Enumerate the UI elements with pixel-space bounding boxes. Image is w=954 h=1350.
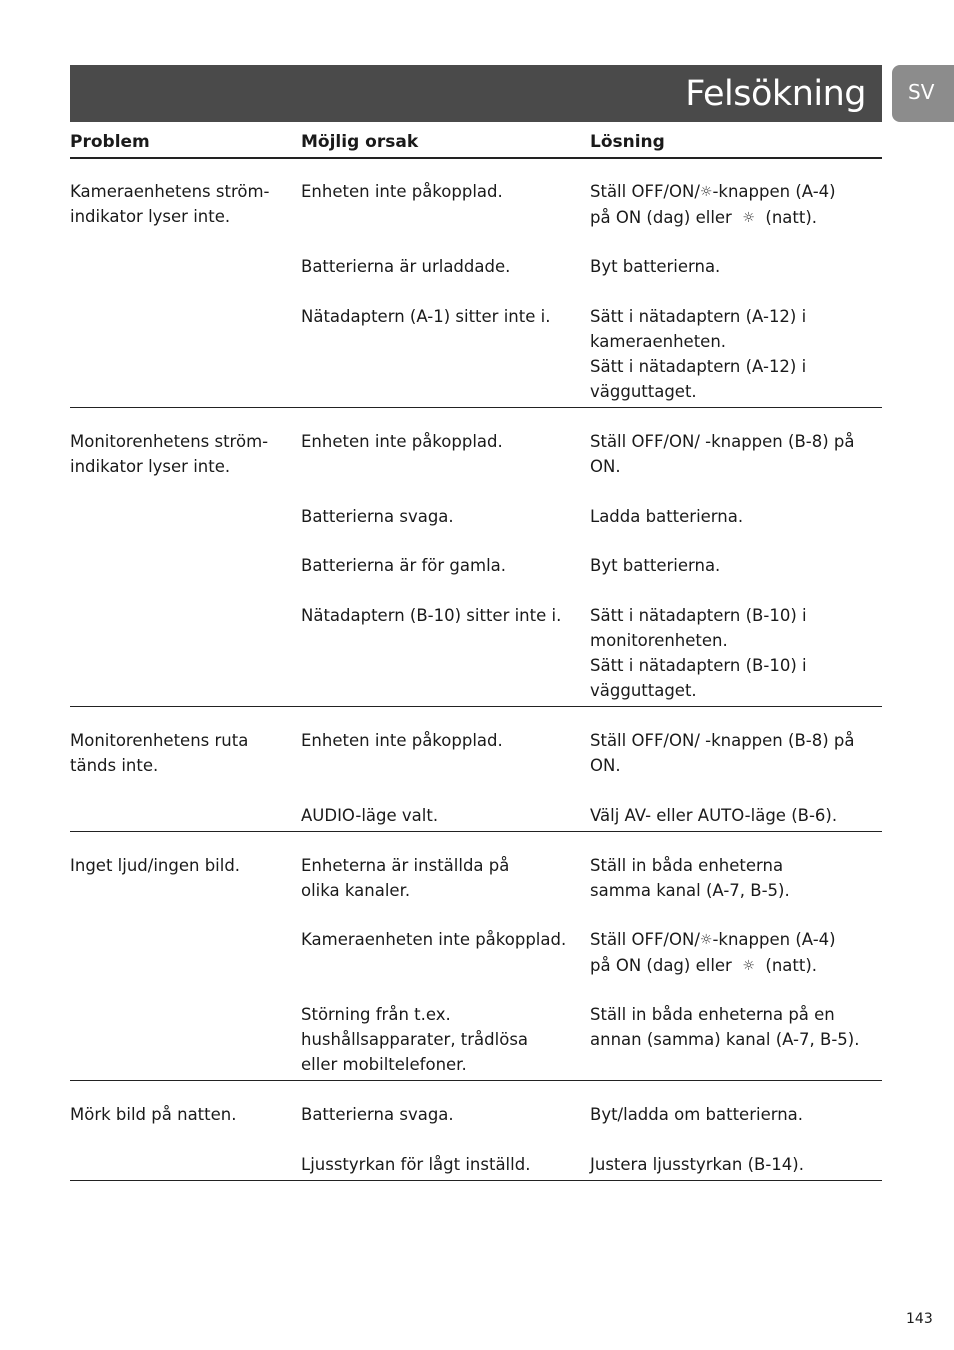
cause-cell: Störning från t.ex. hushållsapparater, trådlösa eller mobiltelefoner. [301, 1005, 529, 1074]
cause-cell: Batterierna är för gamla. [301, 556, 507, 575]
sun-icon: ☼ [742, 210, 755, 226]
problem-cell: Kameraenhetens ström- indikator lyser inte. [70, 182, 270, 226]
cause-cell: Batterierna svaga. [301, 1105, 454, 1124]
cause-cell: AUDIO-läge valt. [301, 806, 439, 825]
problem-cell: Inget ljud/ingen bild. [70, 856, 241, 875]
problem-cell: Monitorenhetens ström- indikator lyser inte. [70, 432, 269, 476]
column-header-cause: Möjlig orsak [301, 132, 419, 152]
solution-cell: Ladda batterierna. [590, 507, 744, 526]
problem-cell: Monitorenhetens ruta tänds inte. [70, 731, 249, 775]
group-divider [70, 1080, 882, 1081]
solution-cell: Sätt i nätadaptern (A-12) i kameraenheten. Sätt i nätadaptern (A-12) i vägguttaget. [590, 307, 807, 401]
column-header-problem: Problem [70, 132, 150, 152]
solution-cell: Byt/ladda om batterierna. [590, 1105, 804, 1124]
page-number: 143 [906, 1311, 933, 1327]
table-bottom-rule [70, 1180, 882, 1181]
group-divider [70, 831, 882, 832]
cause-cell: Batterierna är urladdade. [301, 257, 511, 276]
cause-cell: Batterierna svaga. [301, 507, 454, 526]
solution-cell: Ställ OFF/ON/ -knappen (B-8) på ON. [590, 731, 855, 775]
cause-cell: Enheten inte påkopplad. [301, 182, 503, 201]
problem-cell: Mörk bild på natten. [70, 1105, 237, 1124]
solution-cell: Byt batterierna. [590, 257, 721, 276]
sun-icon: ☼ [742, 958, 755, 974]
sun-icon: ☼ [699, 932, 713, 948]
title-bar [70, 65, 882, 122]
language-tab [892, 65, 954, 122]
header-divider [70, 157, 882, 159]
solution-cell: Ställ OFF/ON/ -knappen (B-8) på ON. [590, 432, 855, 476]
group-divider [70, 706, 882, 707]
solution-cell: Ställ in båda enheterna på en annan (samma) kanal (A-7, B-5). [590, 1005, 860, 1049]
cause-cell: Enheten inte påkopplad. [301, 731, 503, 750]
solution-cell: Ställ OFF/ON/☼-knappen (A-4) på ON (dag) eller ☼ (natt). [590, 930, 836, 975]
solution-cell: Välj AV- eller AUTO-läge (B-6). [590, 806, 838, 825]
cause-cell: Enheterna är inställda på olika kanaler. [301, 856, 510, 900]
solution-cell: Ställ in båda enheterna samma kanal (A-7, B-5). [590, 856, 790, 900]
group-divider [70, 407, 882, 408]
cause-cell: Kameraenheten inte påkopplad. [301, 930, 567, 949]
page-title: Felsökning [685, 74, 866, 114]
sun-icon: ☼ [699, 184, 713, 200]
solution-cell: Byt batterierna. [590, 556, 721, 575]
cause-cell: Ljusstyrkan för lågt inställd. [301, 1155, 531, 1174]
cause-cell: Nätadaptern (A-1) sitter inte i. [301, 307, 551, 326]
solution-cell: Sätt i nätadaptern (B-10) i monitorenheten. Sätt i nätadaptern (B-10) i vägguttaget. [590, 606, 807, 700]
cause-cell: Enheten inte påkopplad. [301, 432, 503, 451]
column-header-solution: Lösning [590, 132, 665, 152]
cause-cell: Nätadaptern (B-10) sitter inte i. [301, 606, 562, 625]
language-code: SV [908, 80, 935, 104]
solution-cell: Ställ OFF/ON/☼-knappen (A-4) på ON (dag) eller ☼ (natt). [590, 182, 836, 227]
solution-cell: Justera ljusstyrkan (B-14). [590, 1155, 804, 1174]
